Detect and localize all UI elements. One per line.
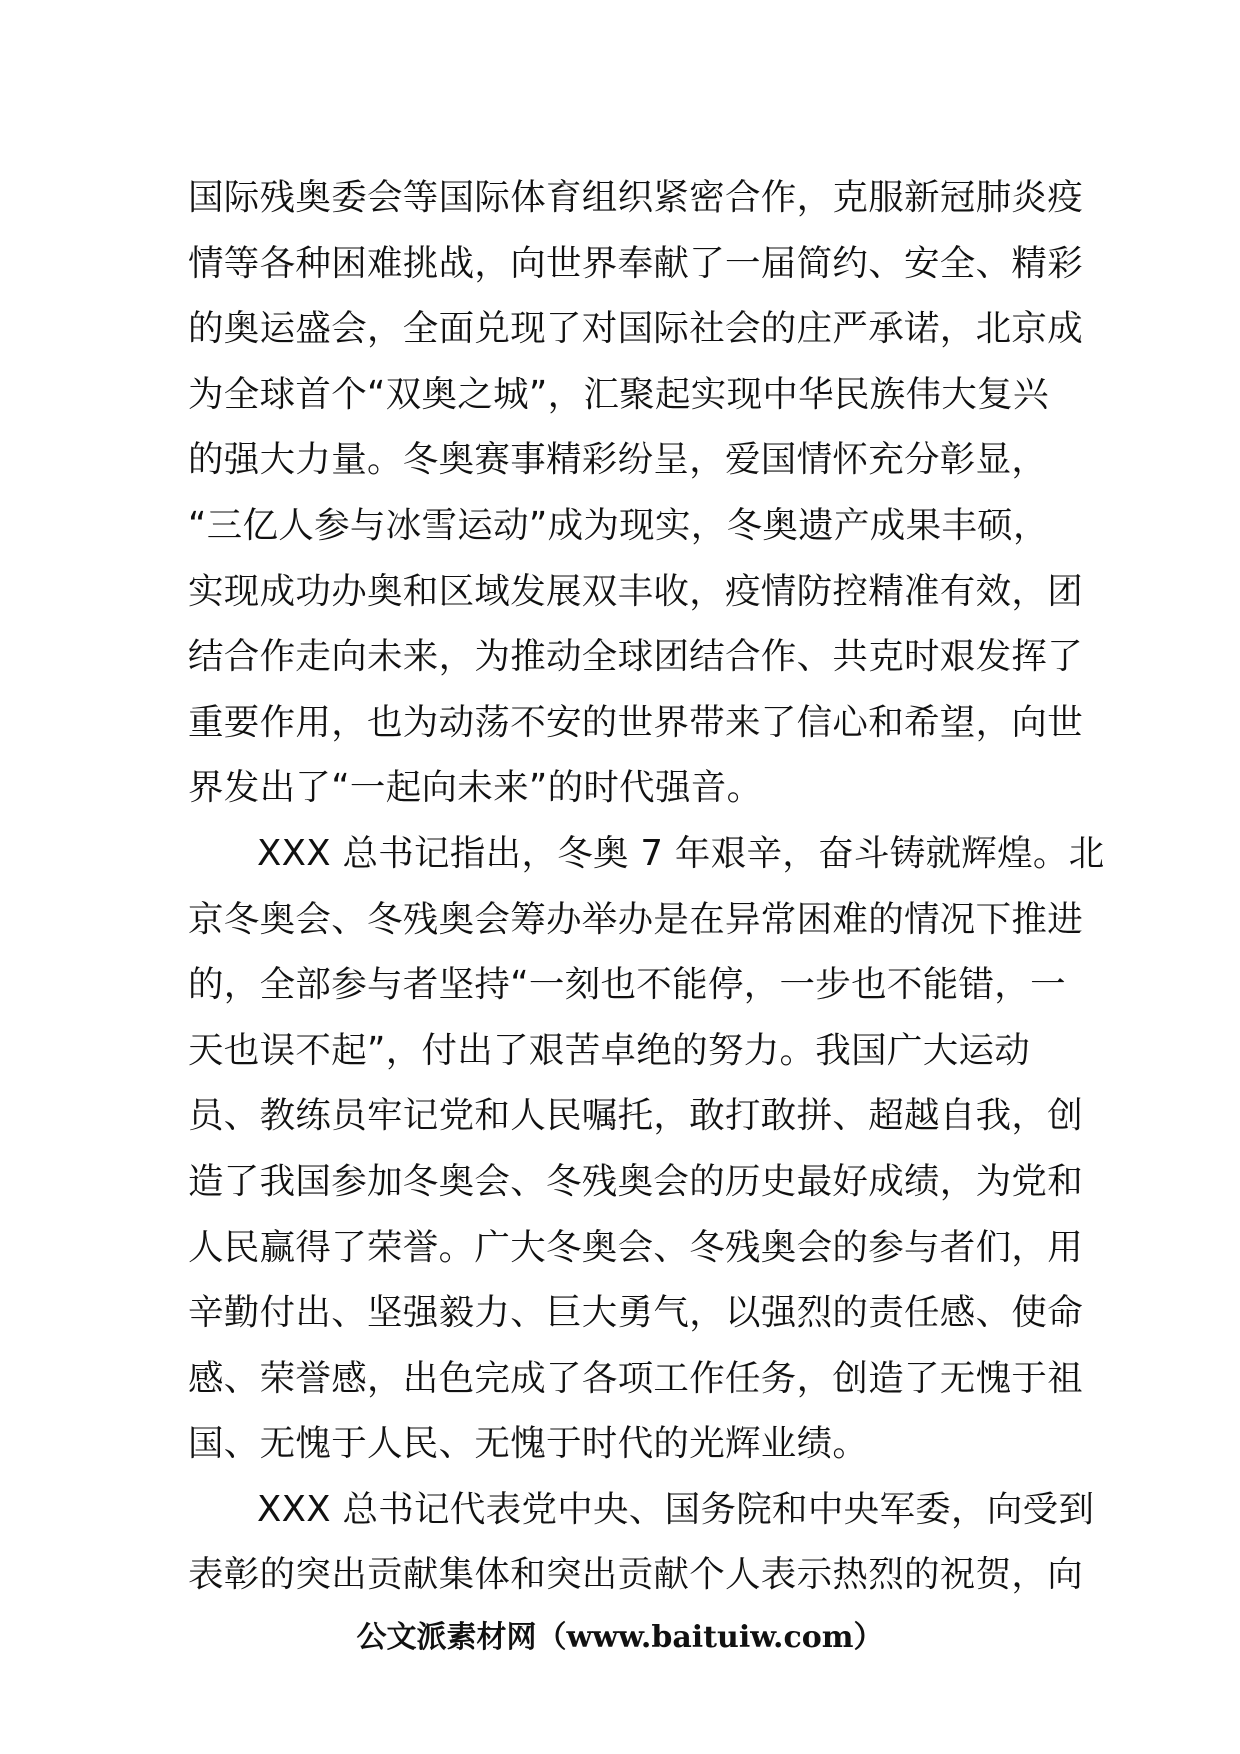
text-line: 实现成功办奥和区域发展双丰收，疫情防控精准有效，团	[188, 570, 1084, 612]
paragraph-start-line: XXX 总书记指出，冬奥 7 年艰辛，奋斗铸就辉煌。北	[257, 832, 1105, 874]
text-line: 人民赢得了荣誉。广大冬奥会、冬残奥会的参与者们，用	[188, 1226, 1084, 1268]
text-line: “三亿人参与冰雪运动”成为现实，冬奥遗产成果丰硕，	[188, 504, 1049, 546]
text-line: 的，全部参与者坚持“一刻也不能停，一步也不能错，一	[188, 964, 1066, 1006]
text-line: 结合作走向未来，为推动全球团结合作、共克时艰发挥了	[188, 636, 1084, 678]
text-line: 的奥运盛会，全面兑现了对国际社会的庄严承诺，北京成	[188, 308, 1084, 350]
paragraph-start-line: XXX 总书记代表党中央、国务院和中央军委，向受到	[257, 1488, 1095, 1530]
page-footer: 公文派素材网（www.baituiw.com）	[356, 1620, 884, 1655]
text-line: 为全球首个“双奥之城”，汇聚起实现中华民族伟大复兴	[188, 373, 1049, 415]
text-line: 员、教练员牢记党和人民嘱托，敢打敢拼、超越自我，创	[188, 1095, 1084, 1137]
text-line: 感、荣誉感，出色完成了各项工作任务，创造了无愧于祖	[188, 1357, 1084, 1399]
text-line: 辛勤付出、坚强毅力、巨大勇气，以强烈的责任感、使命	[188, 1292, 1084, 1334]
text-line: 的强大力量。冬奥赛事精彩纷呈，爱国情怀充分彰显，	[188, 439, 1048, 481]
text-line: 表彰的突出贡献集体和突出贡献个人表示热烈的祝贺，向	[188, 1554, 1084, 1596]
text-line: 天也误不起”，付出了艰苦卓绝的努力。我国广大运动	[188, 1029, 1031, 1071]
text-line: 国、无愧于人民、无愧于时代的光辉业绩。	[188, 1423, 869, 1465]
text-line: 重要作用，也为动荡不安的世界带来了信心和希望，向世	[188, 701, 1084, 743]
text-line: 情等各种困难挑战，向世界奉献了一届简约、安全、精彩	[188, 242, 1084, 284]
document-body	[188, 165, 1105, 1608]
text-line: 国际残奥委会等国际体育组织紧密合作，克服新冠肺炎疫	[188, 177, 1084, 218]
text-line: 界发出了“一起向未来”的时代强音。	[188, 767, 763, 809]
text-line: 造了我国参加冬奥会、冬残奥会的历史最好成绩，为党和	[188, 1160, 1084, 1202]
text-line: 京冬奥会、冬残奥会筹办举办是在异常困难的情况下推进	[188, 898, 1084, 940]
